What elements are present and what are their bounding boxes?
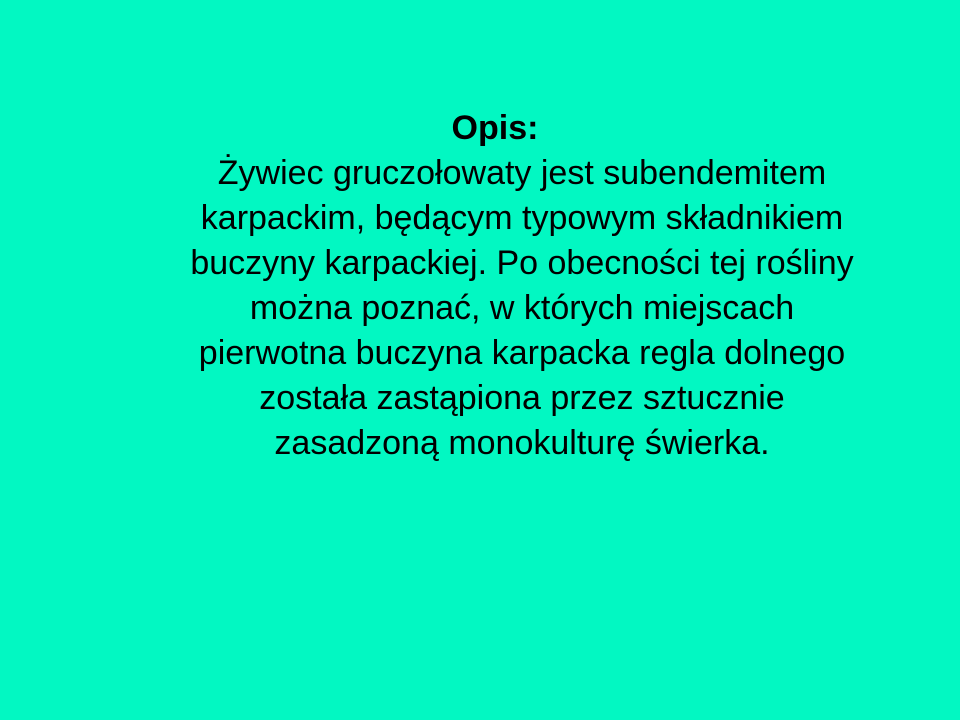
body-line: Żywiec gruczołowaty jest subendemitem <box>217 154 827 192</box>
body-line: pierwotna buczyna karpacka regla dolnego <box>198 334 846 372</box>
slide-heading: Opis: <box>451 109 539 147</box>
slide-text-block <box>84 106 960 466</box>
body-line: zasadzoną monokulturę świerka. <box>274 424 770 462</box>
body-line: można poznać, w których miejscach <box>249 289 795 327</box>
body-line: została zastąpiona przez sztucznie <box>259 379 785 417</box>
body-line: buczyny karpackiej. Po obecności tej rośliny <box>190 244 854 282</box>
body-line: karpackim, będącym typowym składnikiem <box>200 199 844 237</box>
